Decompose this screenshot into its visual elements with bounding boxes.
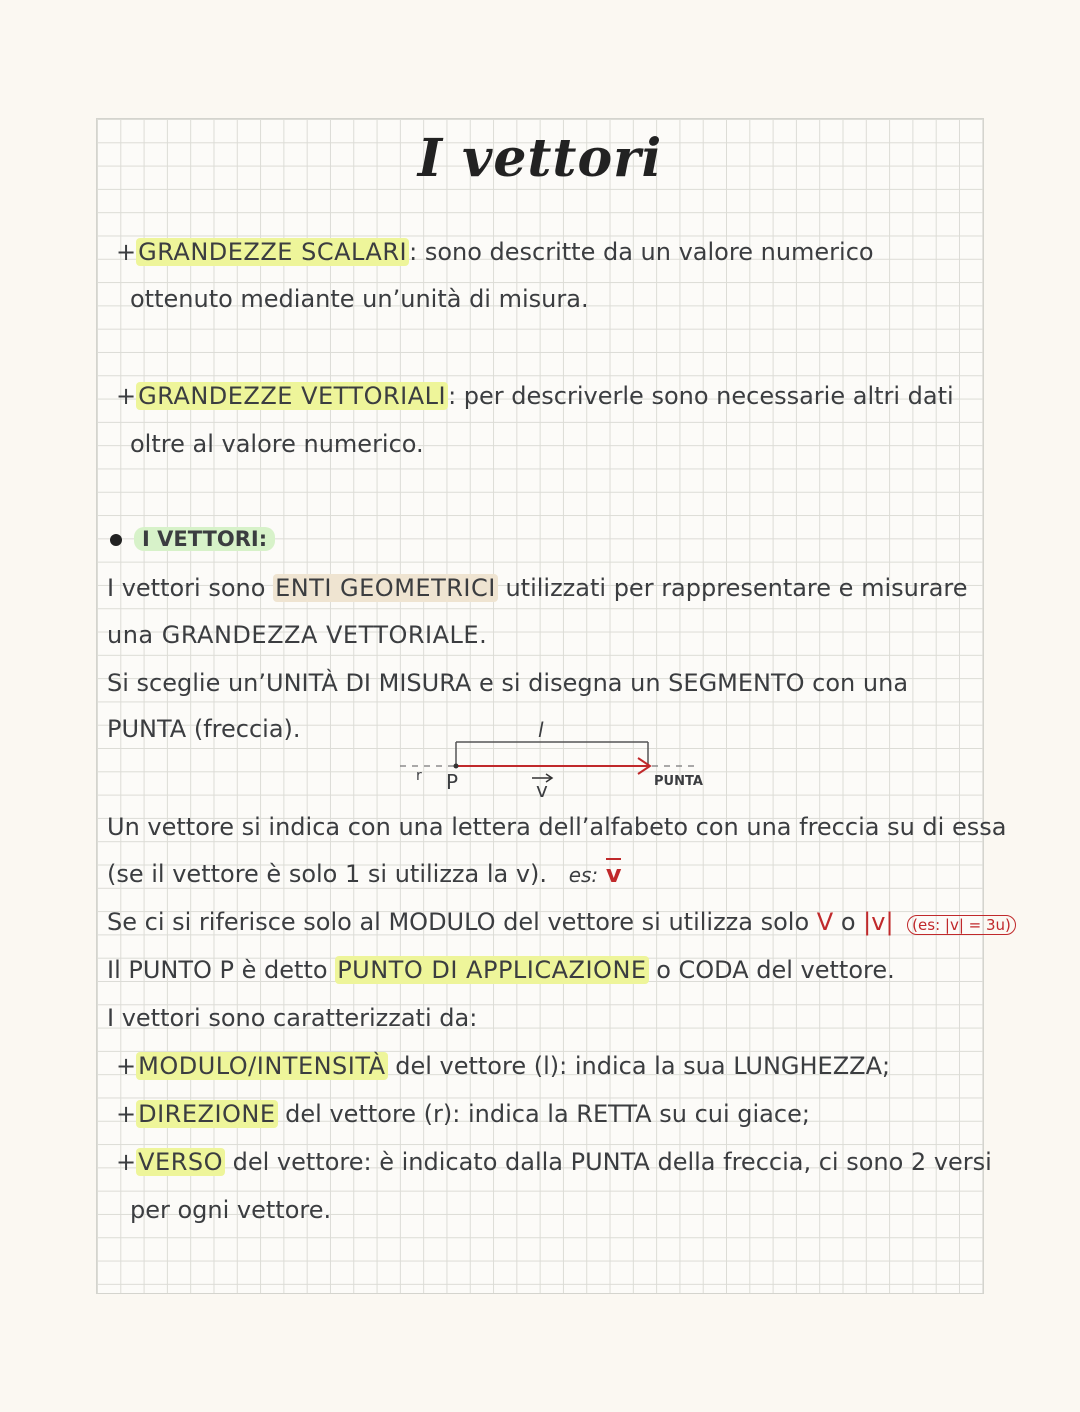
vettoriali-line-1	[116, 380, 954, 412]
para1-line-2: una GRANDEZZA VETTORIALE.	[107, 621, 488, 649]
scalari-text-2: ottenuto mediante un’unità di misura.	[130, 285, 589, 313]
vettoriali-text-2: oltre al valore numerico.	[130, 430, 424, 458]
punto-text-b: o CODA del vettore.	[648, 956, 895, 984]
modulo-abs: |v|	[863, 908, 894, 936]
punto-text: Il PUNTO P è detto	[107, 956, 336, 984]
point-p-dot	[454, 764, 459, 769]
plus-sign: +	[116, 238, 137, 266]
p-label: P	[446, 770, 459, 794]
vettoriali-text-1: : per descriverle sono necessarie altri dati	[448, 382, 954, 410]
feature-verso	[116, 1146, 992, 1178]
section-heading-text: I VETTORI:	[134, 527, 275, 551]
modulo-or: o	[833, 908, 864, 936]
para2-line-4	[107, 954, 895, 986]
feature-modulo	[116, 1050, 890, 1082]
feature-text: del vettore: è indicato dalla PUNTA della freccia, ci sono 2 versi	[225, 1148, 992, 1176]
punta-label: PUNTA	[654, 774, 703, 789]
plus-sign: +	[116, 1100, 137, 1128]
para2-line-3	[107, 906, 1016, 941]
para1-line-1	[107, 572, 968, 604]
para1-term: ENTI GEOMETRICI	[275, 574, 496, 602]
para2-line-2	[107, 858, 621, 891]
r-label: r	[416, 768, 422, 784]
plus-sign: +	[116, 382, 137, 410]
feature-term: MODULO/INTENSITÀ	[138, 1052, 386, 1080]
feature-term: VERSO	[138, 1148, 223, 1176]
v-label: v	[536, 778, 548, 802]
es-vector: v	[605, 860, 622, 888]
para1-line-3: Si sceglie un’UNITÀ DI MISURA e si disegna un SEGMENTO con una	[107, 669, 909, 697]
modulo-example: (es: |v| = 3u)	[907, 915, 1016, 935]
vector-diagram	[400, 718, 720, 802]
modulo-text: Se ci si riferisce solo al MODULO del vettore si utilizza solo	[107, 908, 817, 936]
length-label: l	[538, 718, 544, 742]
vettoriali-term: GRANDEZZE VETTORIALI	[138, 382, 447, 410]
para2-line-2-text: (se il vettore è solo 1 si utilizza la v).	[107, 860, 548, 888]
scalari-text-1: : sono descritte da un valore numerico	[409, 238, 874, 266]
es-label: es:	[568, 863, 599, 887]
scalari-term: GRANDEZZE SCALARI	[138, 238, 408, 266]
feature-text: del vettore (l): indica la sua LUNGHEZZA;	[387, 1052, 891, 1080]
para1-line-4: PUNTA (freccia).	[107, 715, 301, 743]
feature-term: DIREZIONE	[138, 1100, 276, 1128]
para1-text-b: utilizzati per rappresentare e misurare	[497, 574, 968, 602]
plus-sign: +	[116, 1148, 137, 1176]
plus-sign: +	[116, 1052, 137, 1080]
modulo-v: V	[816, 908, 834, 936]
scalari-line-1	[116, 236, 874, 268]
bullet-icon	[110, 534, 122, 546]
feature-verso-cont: per ogni vettore.	[130, 1196, 332, 1224]
para2-line-1: Un vettore si indica con una lettera dell’alfabeto con una freccia su di essa	[107, 813, 1007, 841]
section-heading	[110, 523, 275, 555]
feature-text: del vettore (r): indica la RETTA su cui giace;	[277, 1100, 810, 1128]
punto-applicazione: PUNTO DI APPLICAZIONE	[337, 956, 647, 984]
page-title: I vettori	[417, 128, 663, 189]
para1-text-a: I vettori sono	[107, 574, 274, 602]
para2-line-5: I vettori sono caratterizzati da:	[107, 1004, 478, 1032]
feature-direzione	[116, 1098, 810, 1130]
